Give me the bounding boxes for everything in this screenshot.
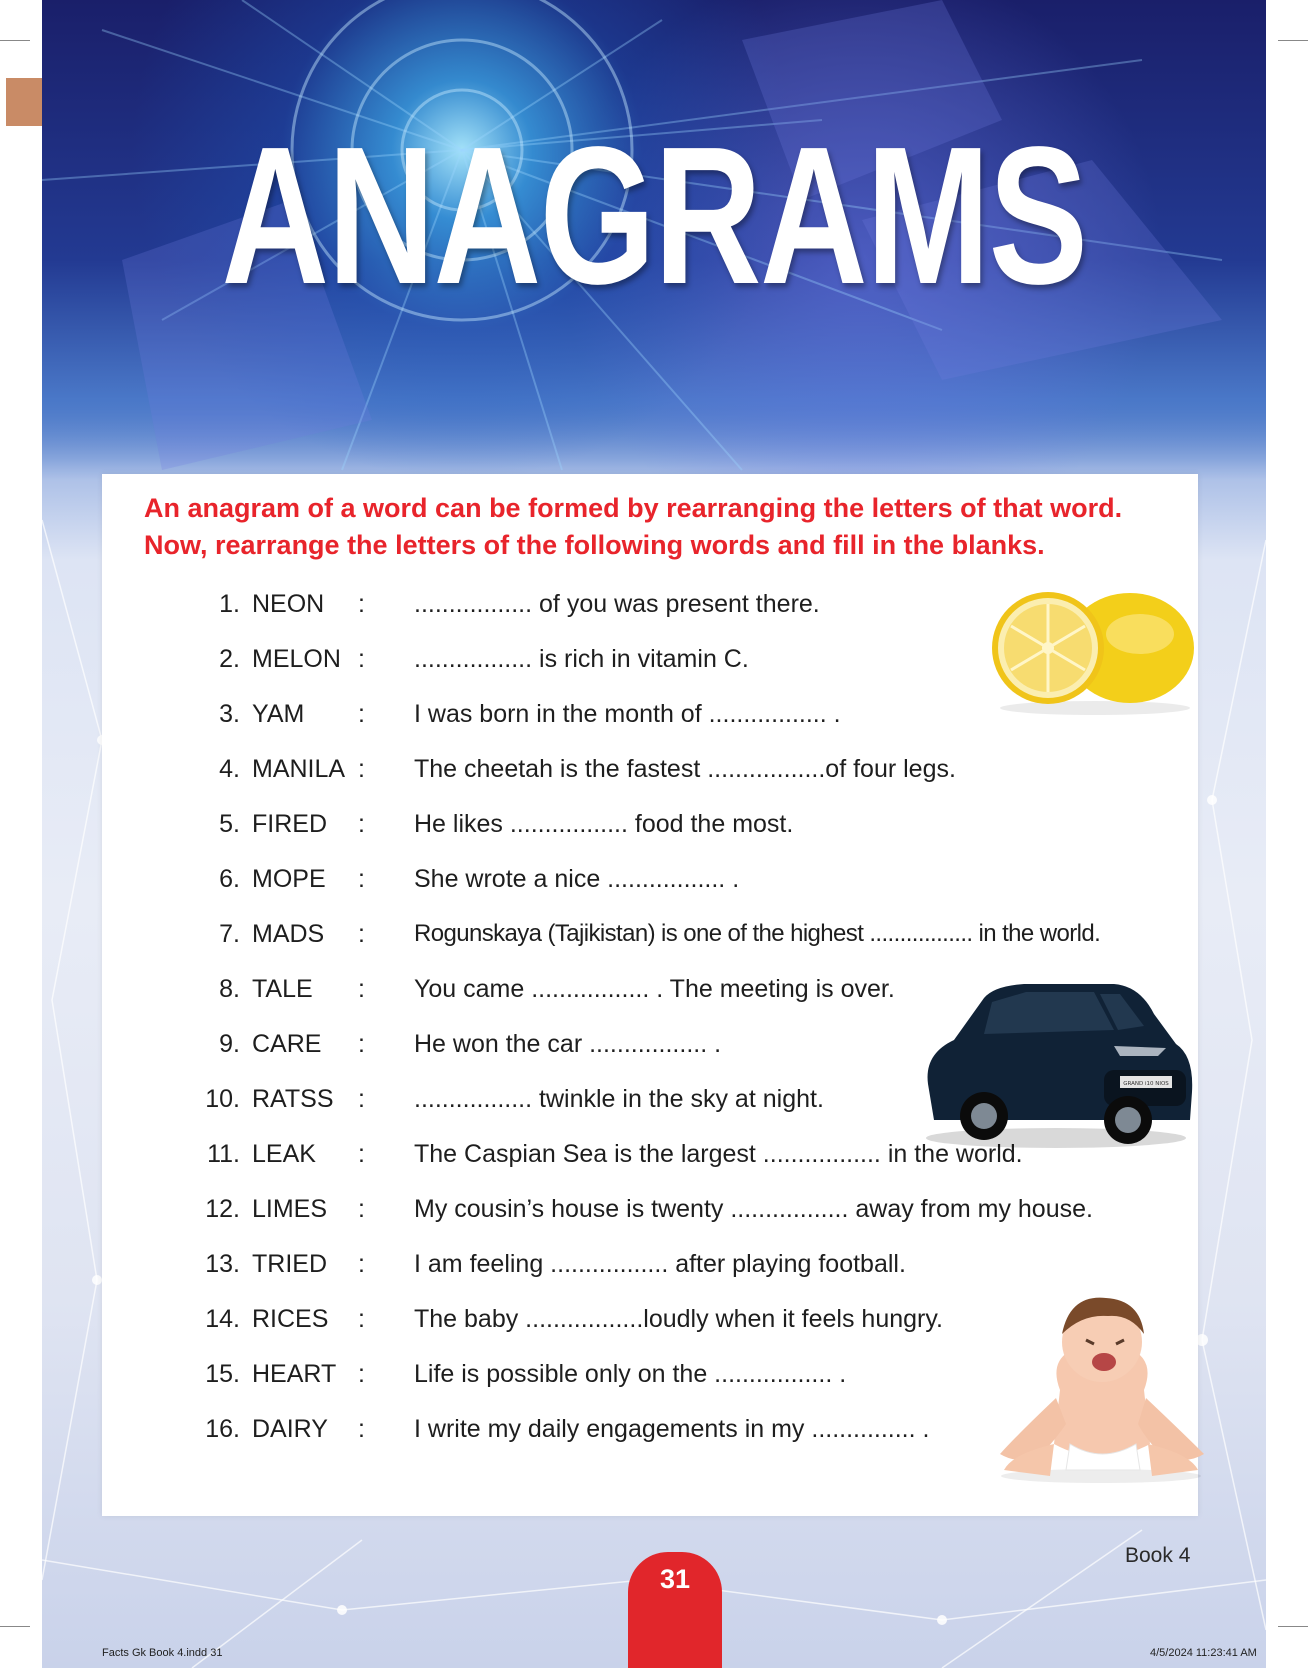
separator: :: [358, 1030, 365, 1058]
question-number: 9.: [219, 1030, 240, 1058]
page-title: ANAGRAMS: [221, 106, 1087, 325]
fill-in-sentence: He likes ................. food the most.: [414, 810, 794, 838]
fill-in-sentence: She wrote a nice ................. .: [414, 865, 740, 893]
anagram-word: MANILA: [252, 755, 346, 783]
anagram-word: MADS: [252, 920, 325, 948]
car-photo: [914, 974, 1198, 1150]
anagram-word: YAM: [252, 700, 305, 728]
question-number: 8.: [219, 975, 240, 1003]
question-number: 1.: [219, 590, 240, 618]
fill-in-sentence: I was born in the month of ................. .: [414, 700, 841, 728]
anagram-word: FIRED: [252, 810, 327, 838]
print-slug-right: 4/5/2024 11:23:41 AM: [1150, 1647, 1257, 1659]
anagram-word: MOPE: [252, 865, 326, 893]
anagram-word: CARE: [252, 1030, 322, 1058]
question-row: [102, 914, 1198, 954]
anagram-word: LIMES: [252, 1195, 328, 1223]
separator: :: [358, 920, 365, 948]
anagram-word: HEART: [252, 1360, 337, 1388]
separator: :: [358, 975, 365, 1003]
instructions: [144, 490, 1184, 564]
instruction-line-2: Now, rearrange the letters of the following words and fill in the blanks.: [144, 530, 1045, 560]
anagram-word: MELON: [252, 645, 341, 673]
separator: :: [358, 590, 365, 618]
page-number: 31: [659, 1564, 691, 1594]
question-row: [102, 804, 1198, 844]
fill-in-sentence: The baby .................loudly when it feels hungry.: [414, 1305, 943, 1333]
fill-in-sentence: Life is possible only on the ................. .: [414, 1360, 847, 1388]
exercise-card: [102, 474, 1198, 1516]
question-number: 5.: [219, 810, 240, 838]
fill-in-sentence: You came ................. . The meeting is over.: [414, 975, 895, 1003]
fill-in-sentence: I write my daily engagements in my ............... .: [414, 1415, 930, 1443]
question-number: 11.: [207, 1140, 240, 1168]
anagram-word: TALE: [252, 975, 313, 1003]
separator: :: [358, 1360, 365, 1388]
separator: :: [358, 755, 365, 783]
anagram-word: RICES: [252, 1305, 329, 1333]
question-row: [102, 859, 1198, 899]
anagram-word: RATSS: [252, 1085, 334, 1113]
fill-in-sentence: He won the car ................. .: [414, 1030, 722, 1058]
question-number: 10.: [205, 1085, 240, 1113]
anagram-word: TRIED: [252, 1250, 327, 1278]
question-number: 16.: [205, 1415, 240, 1443]
question-number: 15.: [205, 1360, 240, 1388]
crop-mark: [0, 40, 30, 41]
fill-in-sentence: My cousin’s house is twenty ................. away from my house.: [414, 1195, 1093, 1223]
page-number-tab: [628, 1552, 722, 1668]
fill-in-sentence: The cheetah is the fastest .................of four legs.: [414, 755, 956, 783]
license-plate: GRAND i10 NIOS: [1123, 1081, 1169, 1087]
crop-mark: [0, 1626, 30, 1627]
question-number: 3.: [219, 700, 240, 728]
book-label: Book 4: [1125, 1544, 1191, 1567]
fill-in-sentence: I am feeling ................. after playing football.: [414, 1250, 906, 1278]
question-row: [102, 749, 1198, 789]
anagram-word: LEAK: [252, 1140, 316, 1168]
anagram-word: DAIRY: [252, 1415, 328, 1443]
separator: :: [358, 1250, 365, 1278]
question-number: 14.: [205, 1305, 240, 1333]
question-number: 13.: [205, 1250, 240, 1278]
worksheet-page: [42, 0, 1266, 1668]
separator: :: [358, 645, 365, 673]
question-number: 2.: [219, 645, 240, 673]
fill-in-sentence: Rogunskaya (Tajikistan) is one of the highest ................. in the world.: [414, 920, 1101, 947]
separator: :: [358, 1085, 365, 1113]
separator: :: [358, 865, 365, 893]
print-slug-left: Facts Gk Book 4.indd 31: [102, 1647, 223, 1659]
separator: :: [358, 1415, 365, 1443]
question-number: 12.: [205, 1195, 240, 1223]
fill-in-sentence: The Caspian Sea is the largest ................. in the world.: [414, 1140, 1023, 1168]
separator: :: [358, 810, 365, 838]
question-row: [102, 1189, 1198, 1229]
fill-in-sentence: ................. is rich in vitamin C.: [414, 645, 749, 673]
crop-mark: [1278, 40, 1308, 41]
crop-mark: [1278, 1626, 1308, 1627]
fill-in-sentence: ................. twinkle in the sky at night.: [414, 1085, 824, 1113]
question-number: 7.: [219, 920, 240, 948]
question-number: 6.: [219, 865, 240, 893]
separator: :: [358, 1140, 365, 1168]
side-tab-marker: [6, 78, 42, 126]
crying-baby-photo: [990, 1294, 1212, 1484]
anagram-word: NEON: [252, 590, 325, 618]
separator: :: [358, 1195, 365, 1223]
hero-banner: [42, 0, 1266, 480]
separator: :: [358, 1305, 365, 1333]
lemon-illustration: [990, 586, 1200, 716]
instruction-line-1: An anagram of a word can be formed by rearranging the letters of that word.: [144, 493, 1123, 523]
question-row: [102, 1244, 1198, 1284]
fill-in-sentence: ................. of you was present there.: [414, 590, 820, 618]
question-number: 4.: [219, 755, 240, 783]
separator: :: [358, 700, 365, 728]
